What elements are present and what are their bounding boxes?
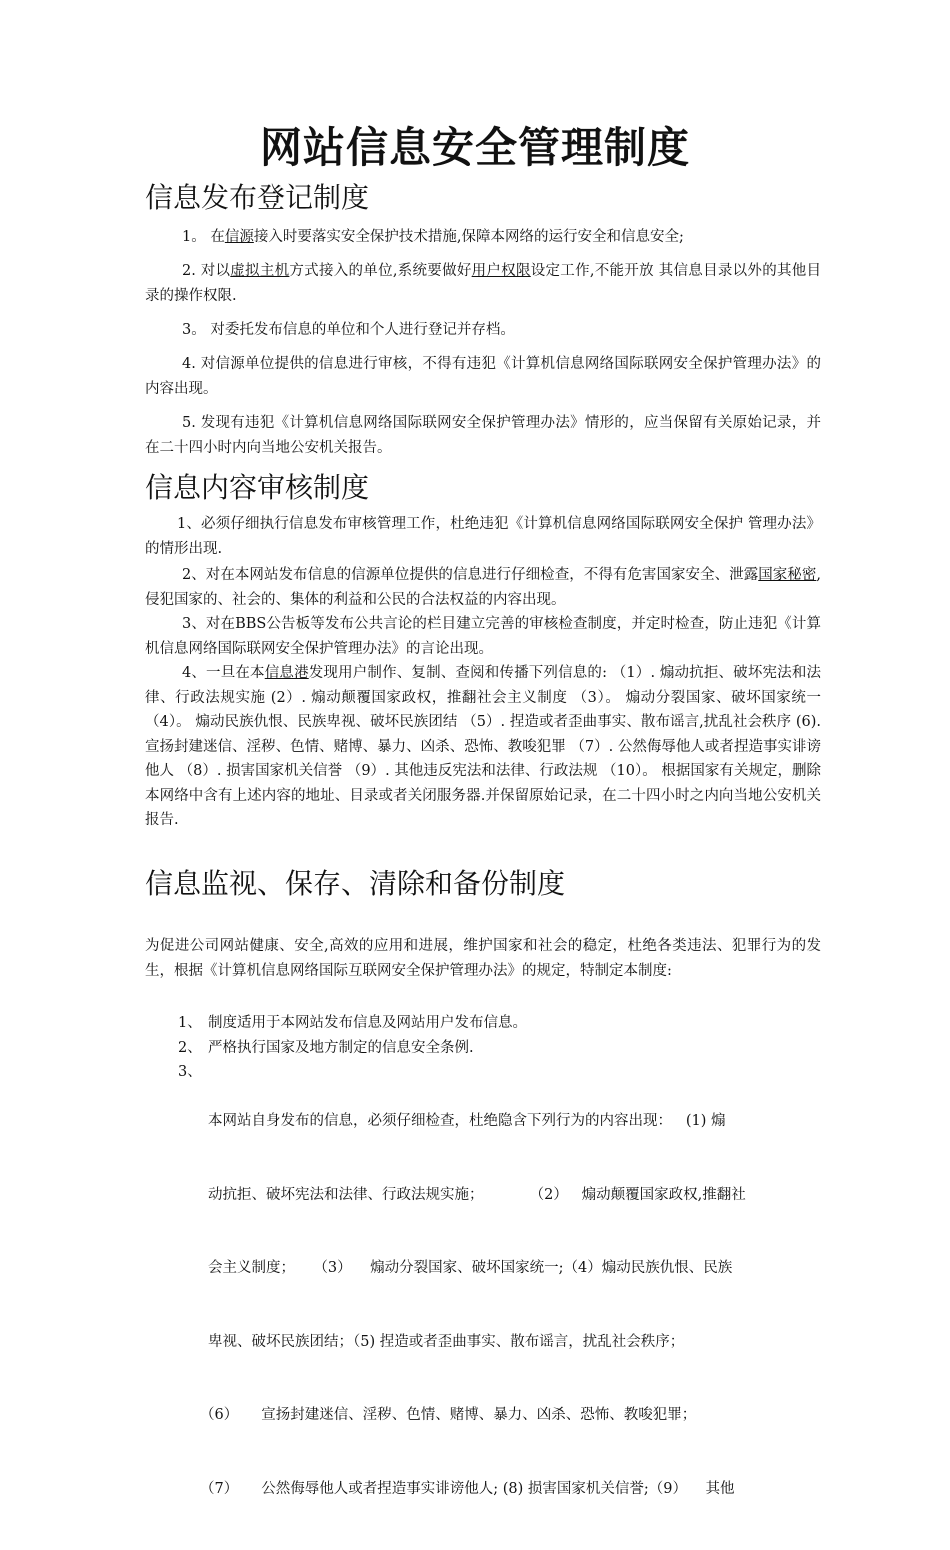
section-heading-publish-registration: 信息发布登记制度 — [145, 181, 370, 214]
paragraph-2-1: 1、必须仔细执行信息发布审核管理工作，杜绝违犯《计算机信息网络国际联网安全保护 管理办法》的情形出现. — [145, 516, 821, 557]
list-number: 2、 — [178, 1040, 202, 1056]
paragraph-1-5: 5. 发现有违犯《计算机信息网络国际联网安全保护管理办法》情形的，应当保留有关原始记录，并在二十四小时内向当地公安机关报告。 — [145, 415, 821, 456]
list-text-line: 本网站自身发布的信息，必须仔细检查，杜绝隐含下列行为的内容出现： (1) 煽 — [208, 1113, 726, 1129]
link-info-port[interactable]: 信息港 — [264, 665, 309, 681]
paragraph-text: 4、一旦在本 — [182, 665, 265, 681]
list-text-line: （6） 宣扬封建迷信、淫秽、色情、赌博、暴力、凶杀、恐怖、教唆犯罪； — [200, 1407, 697, 1423]
list-text: 制度适用于本网站发布信息及网站用户发布信息。 — [208, 1015, 527, 1031]
paragraph-1-3: 3。 对委托发布信息的单位和个人进行登记并存档。 — [182, 322, 515, 338]
list-text-block — [200, 1060, 820, 1550]
paragraph-2-2 — [145, 563, 821, 612]
list-text-line: 会主义制度； （3） 煽动分裂国家、破坏国家统一;（4）煽动民族仇恨、民族 — [208, 1260, 733, 1276]
list-text-line: 动抗拒、破坏宪法和法律、行政法规实施； （2） 煽动颠覆国家政权,推翻社 — [208, 1186, 746, 1203]
list-text: 严格执行国家及地方制定的信息安全条例. — [208, 1040, 474, 1056]
paragraph-text: ,侵犯国家的、社会的、集体的利益和公民的合法权益的内容出现。 — [145, 567, 821, 608]
paragraph-1-1 — [145, 225, 821, 250]
link-state-secret[interactable]: 国家秘密 — [758, 567, 817, 583]
paragraph-text: 2、对在本网站发布信息的信源单位提供的信息进行仔细检查，不得有危害国家安全、泄露 — [182, 567, 759, 583]
link-virtual-host[interactable]: 虚拟主机 — [230, 263, 290, 279]
paragraph-text: 方式接入的单位,系统要做好 — [289, 263, 472, 279]
link-user-permission[interactable]: 用户权限 — [471, 263, 531, 279]
paragraph-text: 设定工作,不能开放 其信息目录以外的其他目录的操作权限. — [145, 263, 822, 304]
link-xinyuan[interactable]: 信源 — [224, 229, 254, 245]
paragraph-text: 2. 对以 — [182, 263, 231, 279]
paragraph-2-4 — [145, 661, 821, 833]
paragraph-text: 发现用户制作、复制、查阅和传播下列信息的: （1）. 煽动抗拒、破坏宪法和法律、行政法规实施 (2）. 煽动颠覆国家政权，推翻社会主义制度 （3）。 煽动分裂国家、破坏国家统一 （4）。 煽动民族仇恨、民族卑视、破坏民族团结 （5）. 捏造或者歪曲事实、散布谣言,扰乱社会秩序 (6). 宣扬封建迷信、淫秽、色情、赌博、暴力、凶杀、恐怖、教唆犯罪 （7）. 公然侮辱他人或者捏造事实诽谤他人 （8）. 损害国家机关信誉 （9）. 其他违反宪法和法律、行政法规 （10）。 根据国家有关规定，删除本网络中含有上述内容的地址、目录或者关闭服务器.并保留原始记录，在二十四小时之内向当地公安机关报告. — [145, 665, 821, 828]
section-heading-monitor-backup: 信息监视、保存、清除和备份制度 — [145, 867, 566, 900]
paragraph-1-2 — [145, 259, 821, 308]
list-number: 1、 — [178, 1015, 202, 1031]
section-heading-content-review: 信息内容审核制度 — [145, 471, 370, 504]
list-text-line: （7） 公然侮辱他人或者捏造事实诽谤他人; (8) 损害国家机关信誉;（9） 其他 — [200, 1480, 735, 1497]
paragraph-text: 1。 在 — [182, 229, 225, 245]
paragraph-2-3: 3、对在BBS公告板等发布公共言论的栏目建立完善的审核检查制度，并定时检查，防止违犯《计算机信息网络国际联网安全保护管理办法》的言论出现。 — [145, 616, 821, 657]
list-text-line: 卑视、破坏民族团结；（5) 捏造或者歪曲事实、散布谣言，扰乱社会秩序； — [208, 1333, 685, 1350]
list-item-3 — [178, 1060, 820, 1497]
paragraph-text: 接入时要落实安全保护技术措施,保障本网络的运行安全和信息安全; — [253, 229, 684, 245]
paragraph-1-4: 4. 对信源单位提供的信息进行审核，不得有违犯《计算机信息网络国际联网安全保护管理办法》的内容出现。 — [145, 356, 821, 397]
paragraph-3-intro: 为促进公司网站健康、安全,高效的应用和进展，维护国家和社会的稳定，杜绝各类违法、犯罪行为的发生，根据《计算机信息网络国际互联网安全保护管理办法》的规定，特制定本制度: — [145, 938, 821, 979]
document-title: 网站信息安全管理制度 — [259, 123, 690, 172]
list-number: 3、 — [178, 1064, 202, 1080]
